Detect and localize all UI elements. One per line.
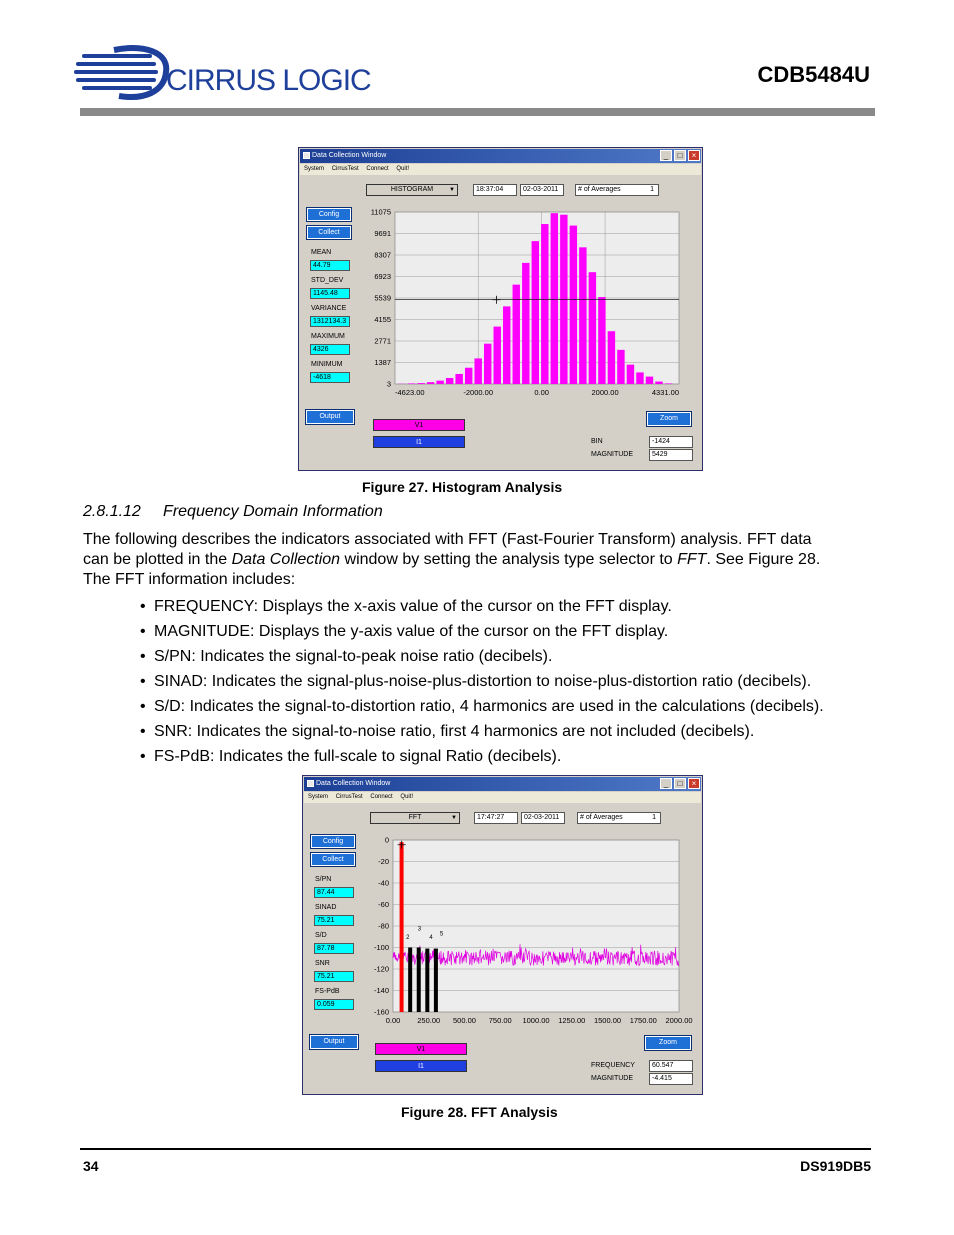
paragraph-line1: The following describes the indicators associated with FFT (Fast-Fourier Transform) analysis. FFT data [83,531,812,548]
channel-i1-chip[interactable]: I1 [375,1060,467,1072]
window-titlebar [300,149,701,163]
channel-v1-chip[interactable]: V1 [375,1043,467,1055]
stat-label: SINAD [315,904,337,911]
histogram-bar [579,247,586,384]
bullet-dot: • [140,748,146,765]
y-tick-label: 4155 [374,315,391,324]
stat-value: 44.79 [310,260,350,271]
histogram-bar [646,377,653,384]
stat-value: 75.21 [314,915,354,926]
menu-connect[interactable]: Connect [366,166,389,172]
averages-value: 1 [650,186,654,193]
analysis-type-value: FFT [408,814,422,821]
x-tick-label: 2000.00 [591,388,619,397]
averages-value: 1 [652,814,656,821]
page-number: 34 [83,1158,99,1174]
frequency-field: 60.547 [649,1060,693,1072]
bullet-dot: • [140,723,146,740]
x-tick-label: -2000.00 [463,388,494,397]
close-icon[interactable]: × [688,150,700,161]
histogram-bar [465,368,472,384]
maximize-icon[interactable]: □ [674,778,686,789]
histogram-bar [455,374,462,384]
x-tick-label: 1750.00 [629,1016,657,1025]
minimize-icon[interactable]: _ [660,150,672,161]
y-tick-label: 6923 [374,272,391,281]
x-tick-label: 4331.00 [651,388,679,397]
harmonic-bar [425,949,429,1012]
data-collection-window-fft [302,775,703,1095]
paragraph-line2c: . See Figure 28. [706,551,821,568]
stat-value: 87.44 [314,887,354,898]
stat-label: S/PN [315,876,332,883]
menu-system[interactable]: System [308,794,329,800]
stat-value: -4618 [310,372,350,383]
histogram-bar [627,365,634,384]
histogram-bar [474,358,481,384]
stat-label: MAXIMUM [311,333,345,340]
bullet-text: SNR: Indicates the signal-to-noise ratio, first 4 harmonics are not included (decibels). [154,723,755,740]
histogram-bar [408,383,415,384]
menu-connect[interactable]: Connect [370,794,393,800]
window-title: Data Collection Window [312,152,387,159]
magnitude-label: MAGNITUDE [591,1075,633,1082]
x-tick-label: 1500.00 [593,1016,622,1025]
y-tick-label: 0 [384,835,389,845]
collect-button[interactable]: Collect [307,226,351,239]
zoom-button[interactable]: Zoom [647,412,691,426]
y-tick-label: 2771 [374,336,391,346]
section-paragraph [83,530,873,590]
date-field: 02-03-2011 [521,812,565,824]
harmonic-label: 2 [406,934,410,941]
menu-bar [304,792,701,803]
y-tick-label: 1387 [374,358,391,367]
histogram-bar [436,381,443,384]
histogram-bar [484,344,491,384]
averages-field[interactable] [575,184,659,196]
stat-label: S/D [315,932,327,939]
header-rule [80,108,875,116]
document-title: CDB5484U [757,62,870,87]
bullet-text: FS-PdB: Indicates the full-scale to signal Ratio (decibels). [154,748,562,765]
histogram-bar [570,226,577,384]
analysis-type-value: HISTOGRAM [390,186,434,193]
averages-label: # of Averages [580,814,623,821]
x-tick-label: 500.00 [453,1016,476,1025]
analysis-type-select[interactable] [370,812,460,824]
cirrus-logic-logo [74,44,374,104]
stat-value: 87.78 [314,943,354,954]
config-button[interactable]: Config [307,208,351,221]
harmonic-bar [417,948,421,1013]
chevron-down-icon: ▼ [451,815,457,821]
y-tick-label: -20 [378,857,389,866]
paragraph-line2a: can be plotted in the [83,551,232,568]
channel-v1-chip[interactable]: V1 [373,419,465,431]
harmonic-label: 3 [417,926,422,933]
histogram-bar [417,383,424,384]
x-tick-label: 1250.00 [558,1016,586,1025]
footer-rule [80,1148,871,1150]
histogram-chart[interactable] [361,206,699,402]
data-collection-window-histogram [298,147,703,471]
output-button[interactable]: Output [306,410,354,424]
histogram-bar [494,327,501,384]
fundamental-bar [400,842,404,1012]
logo-wordmark: CIRRUS LOGIC [166,64,371,97]
bullet-dot: • [140,598,146,615]
y-tick-label: 3 [386,379,391,389]
stat-value: 1312134.3 [310,316,350,327]
harmonic-bar [434,949,438,1012]
paragraph-line2b: window by setting the analysis type selector to [340,551,678,568]
stat-label: STD_DEV [311,277,344,284]
zoom-button[interactable]: Zoom [645,1036,691,1050]
y-tick-label: -160 [373,1007,389,1017]
x-tick-label: 0.00 [385,1016,401,1025]
menu-system[interactable]: System [304,166,325,172]
figure28-caption: Figure 28. FFT Analysis [401,1104,558,1120]
histogram-bar [598,297,605,384]
bullet-text: S/PN: Indicates the signal-to-peak noise ratio (decibels). [154,648,553,665]
stat-value: 4326 [310,344,350,355]
config-button[interactable]: Config [311,835,355,848]
bin-field: -1424 [649,436,693,448]
stat-value: 0.059 [314,999,354,1010]
x-tick-label: 750.00 [488,1016,512,1025]
x-tick-label: -4623.00 [395,388,425,397]
document-id: DS919DB5 [800,1158,871,1174]
fft-chart[interactable] [363,834,699,1028]
y-tick-label: 8307 [374,250,391,260]
magnitude-field: -4.415 [649,1073,693,1085]
bullet-text: FREQUENCY: Displays the x-axis value of the cursor on the FFT display. [154,598,672,615]
figure27-caption: Figure 27. Histogram Analysis [362,479,563,495]
histogram-bar [532,241,539,384]
histogram-bar [446,378,453,384]
bullet-dot: • [140,698,146,715]
histogram-bar [503,306,510,384]
window-app-icon [303,152,310,159]
histogram-bar [655,382,662,384]
averages-label: # of Averages [578,186,621,193]
stat-label: VARIANCE [311,305,347,312]
histogram-bar [522,263,529,384]
x-tick-label: 250.00 [417,1016,441,1025]
output-button[interactable]: Output [310,1035,358,1049]
histogram-bar [589,272,596,384]
y-tick-label: -100 [373,943,389,952]
y-tick-label: -60 [378,900,389,909]
histogram-bar [551,213,558,384]
paragraph-data-collection: Data Collection [231,551,341,568]
paragraph-line3: The FFT information includes: [83,571,296,588]
y-tick-label: -120 [373,964,389,974]
menu-cirrustest[interactable]: CirrusTest [335,794,363,800]
x-tick-label: 1000.00 [522,1016,550,1025]
bin-label: BIN [591,438,603,445]
section-heading: 2.8.1.12 Frequency Domain Information [83,503,383,520]
minimize-icon[interactable]: _ [660,778,672,789]
stat-value: 75.21 [314,971,354,982]
bullet-text: MAGNITUDE: Displays the y-axis value of the cursor on the FFT display. [154,623,669,640]
bullet-dot: • [140,623,146,640]
y-tick-label: -80 [378,921,389,931]
y-tick-label: 5539 [374,293,391,303]
paragraph-fft: FFT [677,551,707,568]
histogram-bar [427,382,434,384]
bullet-text: SINAD: Indicates the signal-plus-noise-plus-distortion to noise-plus-distortion ratio (decibels). [154,673,812,690]
histogram-bar [665,383,672,384]
histogram-bar [608,331,615,384]
y-tick-label: 9691 [374,229,391,238]
window-title: Data Collection Window [316,780,391,787]
bullet-dot: • [140,648,146,665]
menu-quit[interactable]: Quit! [396,166,410,172]
time-field: 18:37:04 [473,184,517,196]
analysis-type-select[interactable] [366,184,458,196]
window-app-icon [307,780,314,787]
close-icon[interactable]: × [688,778,700,789]
stat-label: MINIMUM [311,361,343,368]
x-tick-label: 2000.00 [665,1016,693,1025]
histogram-bar [636,372,643,384]
stat-label: FS-PdB [315,988,340,995]
magnitude-field: 5429 [649,449,693,461]
histogram-bar [541,224,548,384]
y-tick-label: -40 [378,878,389,888]
stat-label: MEAN [311,249,332,256]
frequency-label: FREQUENCY [591,1062,635,1069]
maximize-icon[interactable]: □ [674,150,686,161]
harmonic-label: 5 [439,931,444,938]
stat-label: SNR [315,960,330,967]
date-field: 02-03-2011 [520,184,564,196]
harmonic-bar [408,948,412,1013]
menu-cirrustest[interactable]: CirrusTest [331,166,359,172]
bullet-text: S/D: Indicates the signal-to-distortion ratio, 4 harmonics are used in the calculations (decibels). [154,698,824,715]
stat-value: 1145.48 [310,288,350,299]
averages-field[interactable] [577,812,661,824]
chevron-down-icon: ▼ [449,187,455,193]
time-field: 17:47:27 [474,812,518,824]
collect-button[interactable]: Collect [311,853,355,866]
menu-bar [300,164,701,175]
histogram-bar [560,215,567,384]
menu-quit[interactable]: Quit! [400,794,414,800]
x-tick-label: 0.00 [534,388,549,397]
channel-i1-chip[interactable]: I1 [373,436,465,448]
window-titlebar [304,777,701,791]
y-tick-label: -140 [373,986,389,995]
magnitude-label: MAGNITUDE [591,451,633,458]
y-tick-label: 11075 [370,207,391,217]
histogram-bar [617,350,624,384]
harmonic-label: 4 [429,934,433,941]
bullet-dot: • [140,673,146,690]
